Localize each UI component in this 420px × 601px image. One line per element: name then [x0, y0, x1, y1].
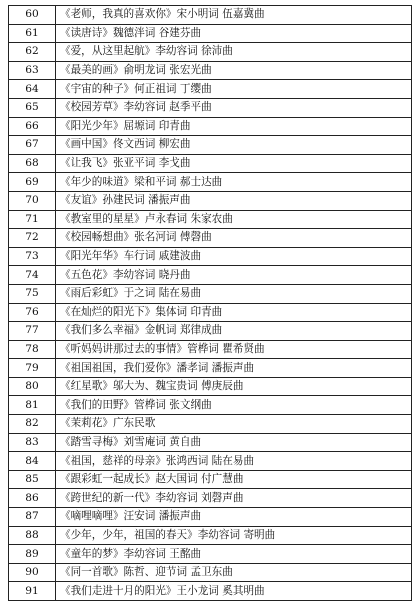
row-number: 70 — [9, 191, 56, 210]
song-entry: 《踏雪寻梅》刘雪庵词 黄自曲 — [56, 433, 412, 452]
row-number: 66 — [9, 117, 56, 136]
table-row — [9, 98, 412, 117]
song-entry: 《在灿烂的阳光下》集体词 印青曲 — [56, 303, 412, 322]
song-list-body — [9, 6, 412, 601]
song-entry: 《阳光少年》屈塬词 印青曲 — [56, 117, 412, 136]
song-entry: 《读唐诗》魏德泮词 谷建芬曲 — [56, 24, 412, 43]
song-entry: 《画中国》佟文西词 柳宏曲 — [56, 136, 412, 155]
table-row — [9, 508, 412, 527]
song-entry: 《阳光年华》车行词 戚建波曲 — [56, 247, 412, 266]
song-entry: 《跨世纪的新一代》李幼容词 刘磬声曲 — [56, 489, 412, 508]
row-number: 75 — [9, 284, 56, 303]
table-row — [9, 582, 412, 601]
song-list-table — [8, 5, 412, 601]
row-number: 65 — [9, 98, 56, 117]
row-number: 64 — [9, 80, 56, 99]
song-entry: 《少年，少年，祖国的春天》李幼容词 寄明曲 — [56, 526, 412, 545]
song-entry: 《听妈妈讲那过去的事情》管桦词 瞿希贤曲 — [56, 340, 412, 359]
table-row — [9, 6, 412, 25]
row-number: 63 — [9, 61, 56, 80]
song-entry: 《教室里的星星》卢永春词 朱家农曲 — [56, 210, 412, 229]
row-number: 86 — [9, 489, 56, 508]
row-number: 85 — [9, 470, 56, 489]
row-number: 67 — [9, 136, 56, 155]
row-number: 91 — [9, 582, 56, 601]
table-row — [9, 322, 412, 341]
table-row — [9, 61, 412, 80]
song-entry: 《雨后彩虹》于之词 陆在易曲 — [56, 284, 412, 303]
song-entry: 《茉莉花》广东民歌 — [56, 415, 412, 434]
row-number: 76 — [9, 303, 56, 322]
table-row — [9, 136, 412, 155]
row-number: 87 — [9, 508, 56, 527]
row-number: 68 — [9, 154, 56, 173]
table-row — [9, 303, 412, 322]
table-row — [9, 340, 412, 359]
song-entry: 《校园芳草》李幼容词 赵季平曲 — [56, 98, 412, 117]
row-number: 82 — [9, 415, 56, 434]
song-entry: 《我们多么幸福》金帆词 郑律成曲 — [56, 322, 412, 341]
row-number: 60 — [9, 6, 56, 25]
table-row — [9, 526, 412, 545]
table-row — [9, 80, 412, 99]
table-row — [9, 452, 412, 471]
song-entry: 《让我飞》张亚平词 李戈曲 — [56, 154, 412, 173]
table-row — [9, 470, 412, 489]
song-entry: 《五色花》李幼容词 晓丹曲 — [56, 266, 412, 285]
row-number: 81 — [9, 396, 56, 415]
table-row — [9, 563, 412, 582]
table-row — [9, 43, 412, 62]
table-row — [9, 191, 412, 210]
song-entry: 《我们走进十月的阳光》王小龙词 奚其明曲 — [56, 582, 412, 601]
table-row — [9, 545, 412, 564]
table-row — [9, 489, 412, 508]
song-entry: 《老师，我真的喜欢你》宋小明词 伍嘉冀曲 — [56, 6, 412, 25]
table-row — [9, 359, 412, 378]
row-number: 80 — [9, 377, 56, 396]
table-row — [9, 210, 412, 229]
row-number: 74 — [9, 266, 56, 285]
table-row — [9, 284, 412, 303]
table-row — [9, 247, 412, 266]
row-number: 84 — [9, 452, 56, 471]
song-entry: 《跟彩虹一起成长》赵大国词 付广慧曲 — [56, 470, 412, 489]
song-entry: 《红星歌》邬大为、魏宝贵词 傅庚辰曲 — [56, 377, 412, 396]
table-row — [9, 229, 412, 248]
row-number: 69 — [9, 173, 56, 192]
row-number: 88 — [9, 526, 56, 545]
song-entry: 《年少的味道》梁和平词 郝士达曲 — [56, 173, 412, 192]
song-entry: 《童年的梦》李幼容词 王酩曲 — [56, 545, 412, 564]
row-number: 73 — [9, 247, 56, 266]
table-row — [9, 24, 412, 43]
song-entry: 《宇宙的种子》何正祖词 丁缨曲 — [56, 80, 412, 99]
table-row — [9, 377, 412, 396]
song-entry: 《祖国，慈祥的母亲》张鸿西词 陆在易曲 — [56, 452, 412, 471]
song-entry: 《祖国祖国，我们爱你》潘孝词 潘振声曲 — [56, 359, 412, 378]
song-entry: 《爱，从这里起航》李幼容词 徐沛曲 — [56, 43, 412, 62]
song-entry: 《最美的画》俞明龙词 张宏光曲 — [56, 61, 412, 80]
song-entry: 《嘀哩嘀哩》汪安词 潘振声曲 — [56, 508, 412, 527]
table-row — [9, 154, 412, 173]
row-number: 83 — [9, 433, 56, 452]
song-entry: 《我们的田野》管桦词 张文纲曲 — [56, 396, 412, 415]
song-entry: 《友谊》孙建民词 潘振声曲 — [56, 191, 412, 210]
row-number: 71 — [9, 210, 56, 229]
table-row — [9, 173, 412, 192]
row-number: 61 — [9, 24, 56, 43]
table-row — [9, 433, 412, 452]
row-number: 72 — [9, 229, 56, 248]
row-number: 90 — [9, 563, 56, 582]
row-number: 78 — [9, 340, 56, 359]
table-row — [9, 266, 412, 285]
row-number: 62 — [9, 43, 56, 62]
row-number: 77 — [9, 322, 56, 341]
song-entry: 《同一首歌》陈哲、迎节词 孟卫东曲 — [56, 563, 412, 582]
table-row — [9, 396, 412, 415]
song-entry: 《校园畅想曲》张名河词 傅磬曲 — [56, 229, 412, 248]
table-row — [9, 117, 412, 136]
row-number: 89 — [9, 545, 56, 564]
row-number: 79 — [9, 359, 56, 378]
table-row — [9, 415, 412, 434]
